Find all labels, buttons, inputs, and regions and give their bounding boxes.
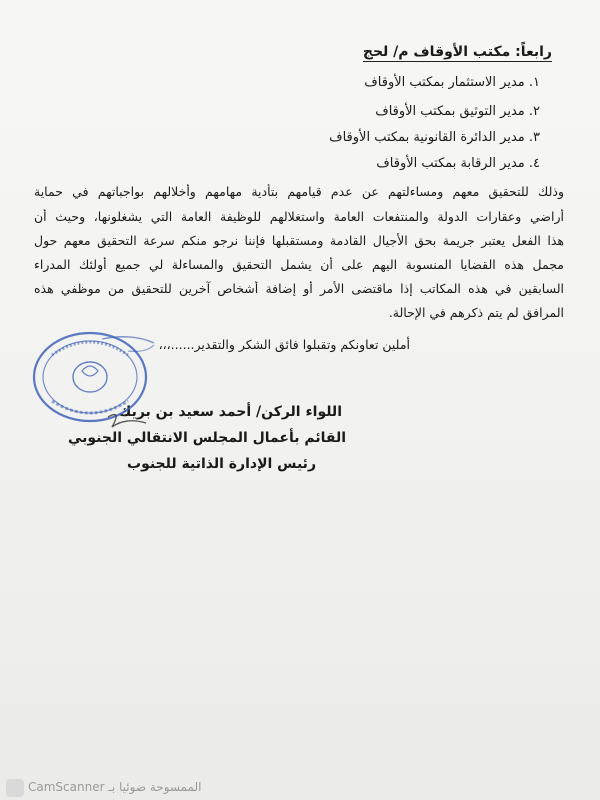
signatory-name: اللواء الركن/ أحمد سعيد بن بريك <box>118 404 342 420</box>
list-item: ٣. مدير الدائرة القانونية بمكتب الأوقاف <box>329 130 540 145</box>
body-line: وذلك للتحقيق معهم ومساءلتهم عن عدم قيامهم بتأدية مهامهم وأخلالهم بواجباتهم في حماية <box>34 184 564 199</box>
body-line: السابقين في هذه المكاتب إذا ماقتضى الأمر أو إضافة أشخاص آخرين للتحقيق من موظفي هذه <box>34 281 564 296</box>
body-line: هذا الفعل يعتبر جريمة بحق الأجيال القادمة ومستقبلها فإننا نرجو منكم سرعة التحقيق معهم حول <box>34 233 564 248</box>
list-item: ١. مدير الاستثمار بمكتب الأوقاف <box>364 75 540 90</box>
camscanner-watermark <box>0 776 600 800</box>
signatory-title: القائم بأعمال المجلس الانتقالي الجنوبي <box>67 430 346 446</box>
closing-line: أملين تعاونكم وتقبلوا فائق الشكر والتقدير......،،، <box>158 337 410 352</box>
official-stamp <box>28 325 158 435</box>
body-line: مجمل هذه القضايا المنسوبة اليهم على أن يشمل التحقيق والمساءلة لي جميع أولئك المدراء <box>34 257 564 272</box>
camscanner-logo-icon <box>6 779 24 797</box>
body-line: أراضي وعقارات الدولة والمنتفعات العامة واستغلالهم للوظيفة العامة التي يشغلونها، وحيث أن <box>34 209 564 224</box>
list-item: ٢. مدير التوثيق بمكتب الأوقاف <box>375 104 540 119</box>
section-heading: رابعاً: مكتب الأوقاف م/ لحج <box>362 44 552 60</box>
list-item: ٤. مدير الرقابة بمكتب الأوقاف <box>376 156 540 171</box>
camscanner-text: الممسوحة ضوئيا بـ CamScanner <box>28 780 202 794</box>
body-line: المرافق لم يتم ذكرهم في الإحالة. <box>388 305 564 320</box>
signatory-subtitle: رئيس الإدارة الذاتية للجنوب <box>127 456 316 472</box>
